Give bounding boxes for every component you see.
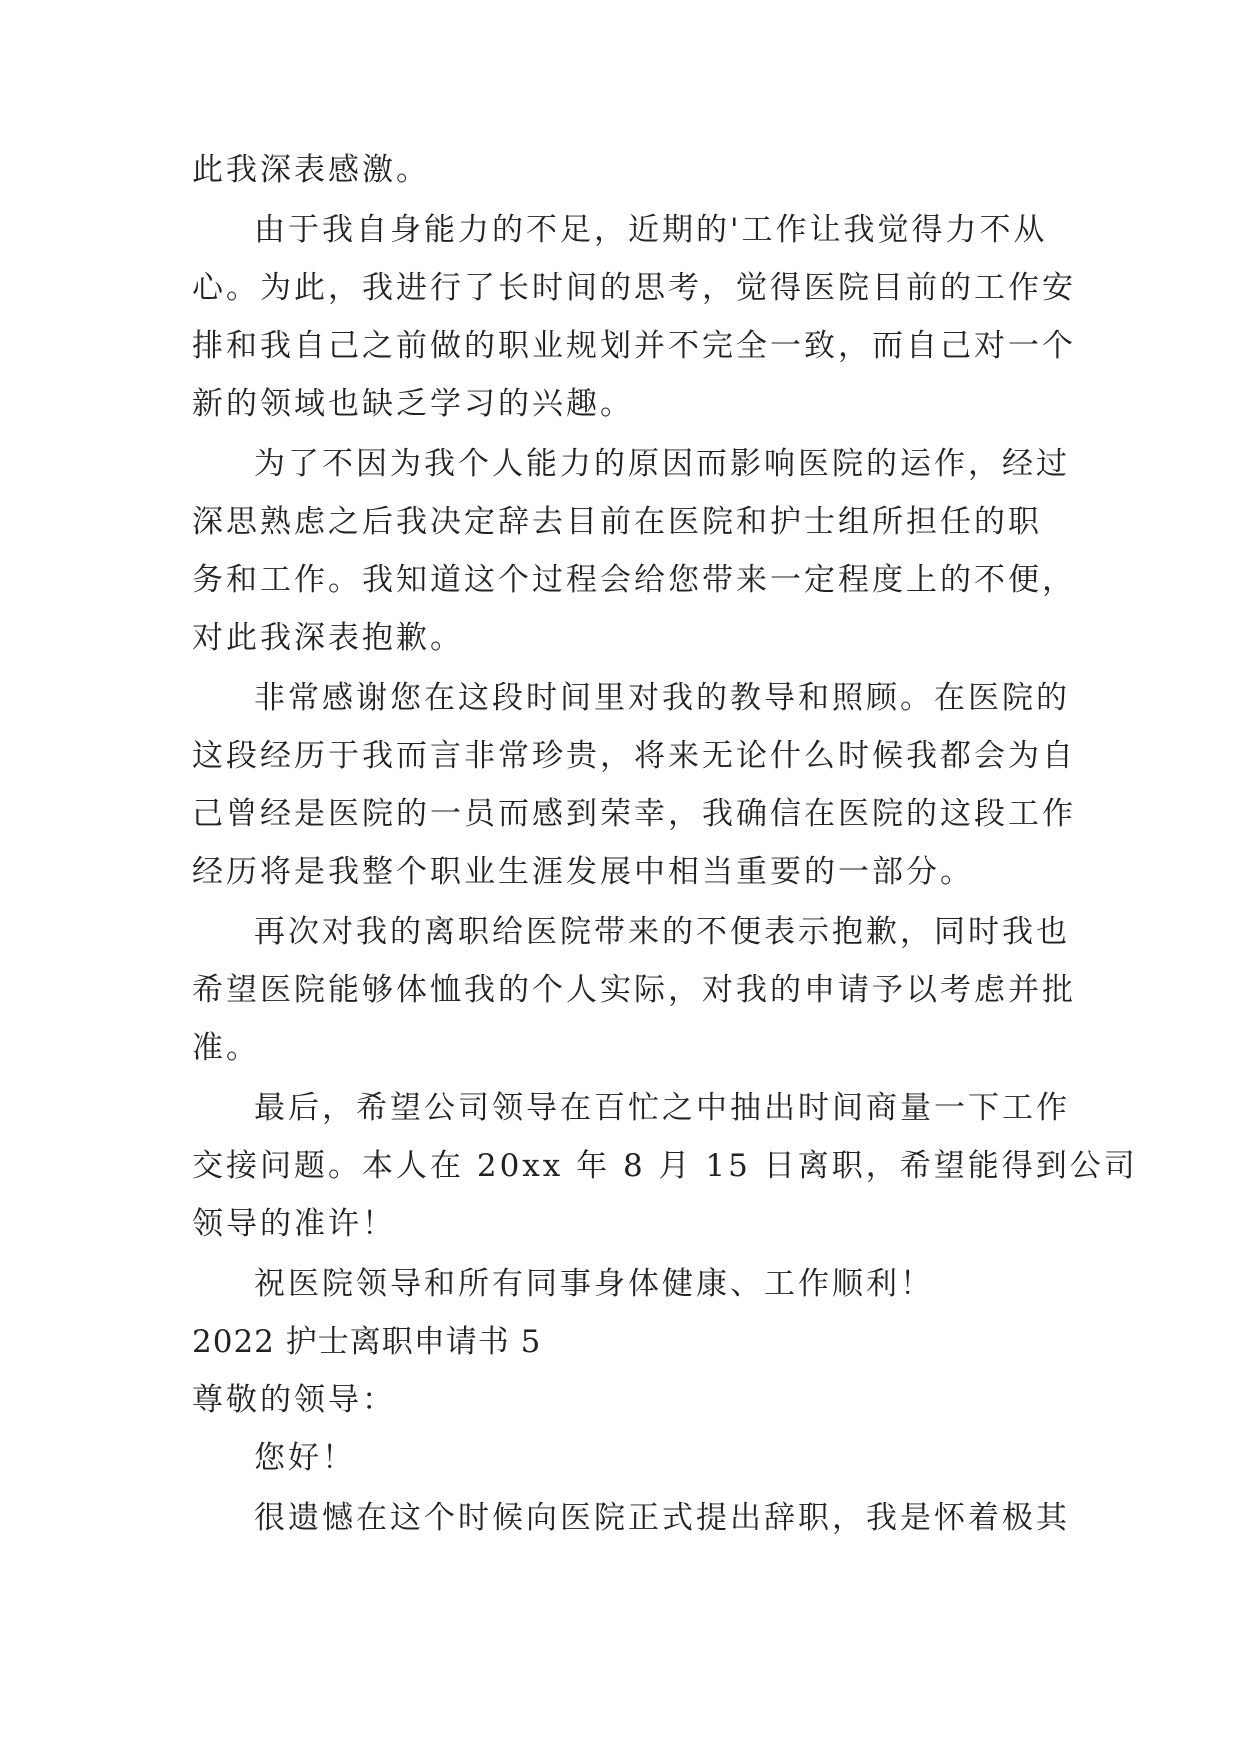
body-line: 准。 (192, 1030, 260, 1066)
salutation: 尊敬的领导： (192, 1382, 396, 1418)
body-line: 经历将是我整个职业生涯发展中相当重要的一部分。 (192, 854, 974, 890)
body-line: 务和工作。我知道这个过程会给您带来一定程度上的不便， (192, 562, 1076, 598)
section-heading: 2022 护士离职申请书 5 (192, 1324, 542, 1360)
body-line: 领导的准许！ (192, 1206, 396, 1242)
body-line: 己曾经是医院的一员而感到荣幸，我确信在医院的这段工作 (192, 796, 1076, 832)
body-line: 对此我深表抱歉。 (192, 620, 464, 656)
body-line: 新的领域也缺乏学习的兴趣。 (192, 386, 634, 422)
greeting: 您好！ (254, 1440, 356, 1476)
paragraph-line: 很遗憾在这个时候向医院正式提出辞职，我是怀着极其 (254, 1500, 1070, 1536)
paragraph-line: 祝医院领导和所有同事身体健康、工作顺利！ (254, 1266, 934, 1302)
body-line: 这段经历于我而言非常珍贵，将来无论什么时候我都会为自 (192, 738, 1076, 774)
paragraph-line: 非常感谢您在这段时间里对我的教导和照顾。在医院的 (254, 680, 1070, 716)
body-line: 深思熟虑之后我决定辞去目前在医院和护士组所担任的职 (192, 504, 1042, 540)
paragraph-line: 再次对我的离职给医院带来的不便表示抱歉，同时我也 (254, 914, 1070, 950)
paragraph-line: 由于我自身能力的不足，近期的'工作让我觉得力不从 (254, 212, 1048, 248)
body-line: 心。为此，我进行了长时间的思考，觉得医院目前的工作安 (192, 270, 1076, 306)
body-line: 希望医院能够体恤我的个人实际，对我的申请予以考虑并批 (192, 972, 1076, 1008)
body-line: 此我深表感激。 (192, 152, 430, 188)
body-line: 排和我自己之前做的职业规划并不完全一致，而自己对一个 (192, 328, 1076, 364)
paragraph-line: 最后，希望公司领导在百忙之中抽出时间商量一下工作 (254, 1090, 1070, 1126)
body-line: 交接问题。本人在 20xx 年 8 月 15 日离职，希望能得到公司 (192, 1148, 1138, 1184)
paragraph-line: 为了不因为我个人能力的原因而影响医院的运作，经过 (254, 446, 1070, 482)
